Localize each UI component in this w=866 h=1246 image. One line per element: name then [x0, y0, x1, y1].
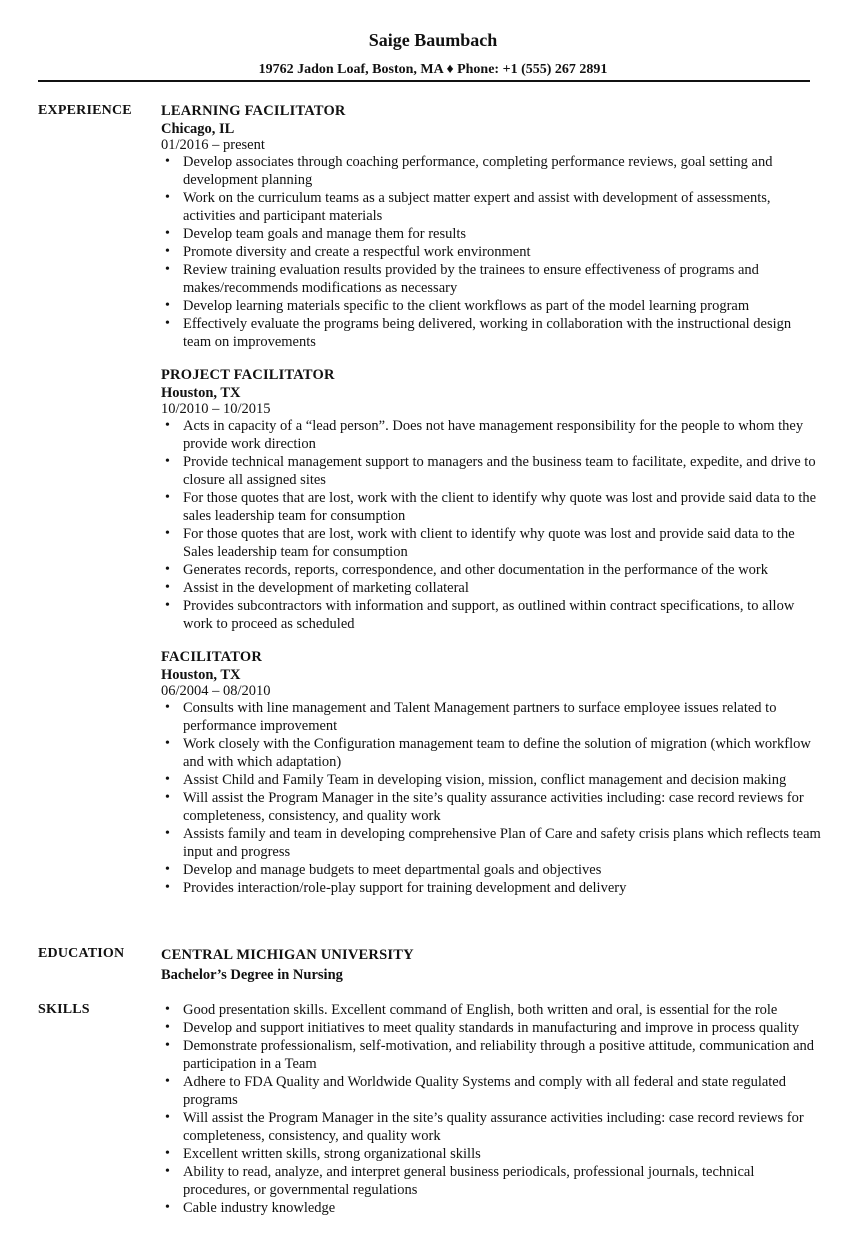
skills-content	[161, 1001, 821, 1217]
degree-name: Bachelor’s Degree in Nursing	[161, 967, 343, 983]
candidate-name: Saige Baumbach	[368, 30, 498, 50]
bullet-item: • Develop and support initiatives to meet quality standards in manufacturing and improve in process quality	[183, 1019, 821, 1037]
bullet-item: • For those quotes that are lost, work with the client to identify why quote was lost and provide said data to the sales leadership team for consumption	[183, 489, 821, 525]
education-content	[161, 945, 821, 985]
contact-line: 19762 Jadon Loaf, Boston, MA ♦ Phone: +1 (555) 267 2891	[258, 62, 608, 77]
bullet-item: • Assist in the development of marketing collateral	[183, 579, 821, 597]
bullet-item: • Provides interaction/role-play support for training development and delivery	[183, 879, 821, 897]
job-entry	[161, 102, 821, 351]
bullet-item: • For those quotes that are lost, work with client to identify why quote was lost and provide said data to the Sales leadership team for consumption	[183, 525, 821, 561]
job-title: FACILITATOR	[161, 649, 263, 665]
job-title: LEARNING FACILITATOR	[161, 103, 346, 119]
job-location: Chicago, IL	[161, 121, 235, 137]
header-divider	[38, 80, 810, 82]
experience-heading: EXPERIENCE	[38, 103, 132, 118]
bullet-item: • Will assist the Program Manager in the site’s quality assurance activities including: case record reviews for completeness, consistency, and quality work	[183, 789, 821, 825]
bullet-item: • Excellent written skills, strong organizational skills	[183, 1145, 821, 1163]
bullet-item: • Provides subcontractors with information and support, as outlined within contract specifications, to allow work to proceed as scheduled	[183, 597, 821, 633]
job-dates: 06/2004 – 08/2010	[161, 683, 271, 699]
bullet-item: • Work closely with the Configuration management team to define the solution of migration (which workflow and with which adaptation)	[183, 735, 821, 771]
job-title: PROJECT FACILITATOR	[161, 367, 335, 383]
bullet-item: • Consults with line management and Talent Management partners to surface employee issues related to performance improvement	[183, 699, 821, 735]
bullet-item: • Effectively evaluate the programs being delivered, working in collaboration with the instructional design team on improvements	[183, 315, 821, 351]
job-entry	[161, 648, 821, 897]
bullet-item: • Develop team goals and manage them for results	[183, 225, 821, 243]
bullet-item: • Promote diversity and create a respectful work environment	[183, 243, 821, 261]
job-dates: 10/2010 – 10/2015	[161, 401, 271, 417]
bullet-item: • Demonstrate professionalism, self-motivation, and reliability through a positive attitude, communication and participation in a Team	[183, 1037, 821, 1073]
job-location: Houston, TX	[161, 667, 241, 683]
bullet-item: • Ability to read, analyze, and interpret general business periodicals, professional journals, technical procedures, or governmental regulations	[183, 1163, 821, 1199]
bullet-item: • Assists family and team in developing comprehensive Plan of Care and safety crisis plans which reflects team input and progress	[183, 825, 821, 861]
school-name: CENTRAL MICHIGAN UNIVERSITY	[161, 947, 414, 963]
skills-heading: SKILLS	[38, 1002, 90, 1017]
bullet-item: • Develop associates through coaching performance, completing performance reviews, goal setting and development planning	[183, 153, 821, 189]
bullet-item: • Provide technical management support to managers and the business team to facilitate, expedite, and drive to closure all assigned sites	[183, 453, 821, 489]
job-dates: 01/2016 – present	[161, 137, 265, 153]
skills-bullets	[161, 1001, 821, 1217]
bullet-item: • Adhere to FDA Quality and Worldwide Quality Systems and comply with all federal and state regulated programs	[183, 1073, 821, 1109]
bullet-item: • Review training evaluation results provided by the trainees to ensure effectiveness of programs and makes/recommends modifications as necessary	[183, 261, 821, 297]
experience-content	[161, 102, 821, 912]
bullet-item: • Work on the curriculum teams as a subject matter expert and assist with development of assessments, activities and participant materials	[183, 189, 821, 225]
bullet-item: • Good presentation skills. Excellent command of English, both written and oral, is essential for the role	[183, 1001, 821, 1019]
job-entry	[161, 366, 821, 633]
bullet-item: • Cable industry knowledge	[183, 1199, 821, 1217]
bullet-item: • Develop and manage budgets to meet departmental goals and objectives	[183, 861, 821, 879]
job-bullets	[161, 699, 821, 897]
bullet-item: • Assist Child and Family Team in developing vision, mission, conflict management and decision making	[183, 771, 821, 789]
job-bullets	[161, 153, 821, 351]
job-bullets	[161, 417, 821, 633]
bullet-item: • Develop learning materials specific to the client workflows as part of the model learning program	[183, 297, 821, 315]
job-location: Houston, TX	[161, 385, 241, 401]
bullet-item: • Generates records, reports, correspondence, and other documentation in the performance of the work	[183, 561, 821, 579]
bullet-item: • Acts in capacity of a “lead person”. Does not have management responsibility for the people to whom they provide work direction	[183, 417, 821, 453]
education-heading: EDUCATION	[38, 946, 125, 961]
bullet-item: • Will assist the Program Manager in the site’s quality assurance activities including: case record reviews for completeness, consistency, and quality work	[183, 1109, 821, 1145]
